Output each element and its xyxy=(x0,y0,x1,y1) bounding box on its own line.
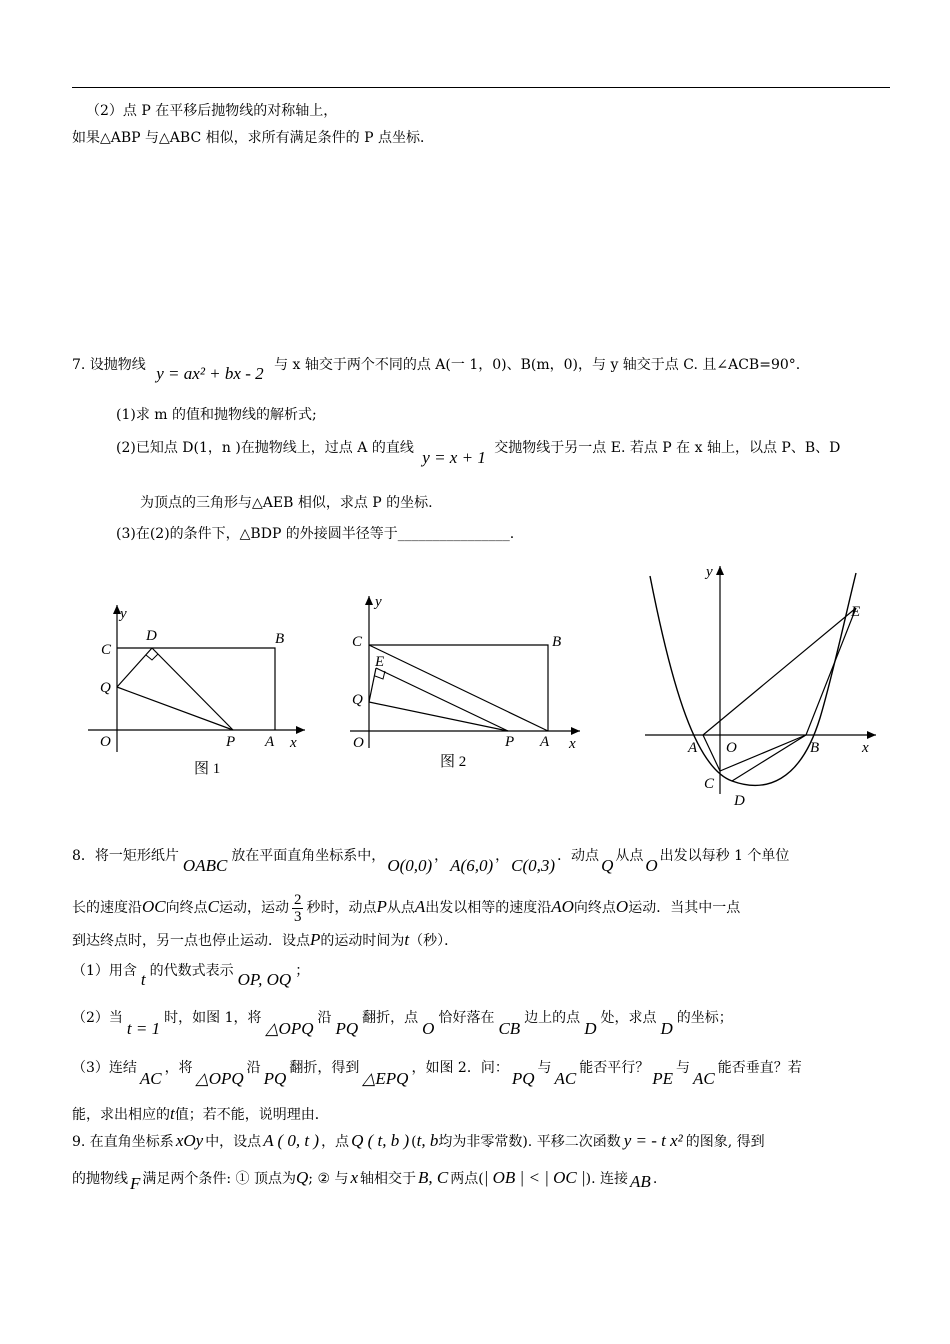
fig3-label-O: O xyxy=(726,740,737,756)
q7-part2: (2)已知点 D(1，n )在抛物线上，过点 A 的直线 y = x + 1 交抛物线于另一点 E. 若点 P 在 x 轴上，以点 P、B、D xyxy=(116,440,841,467)
fig1-segment-QP xyxy=(117,687,233,730)
q8-line1: 8．将一矩形纸片 OABC 放在平面直角坐标系中， O(0,0) ， A(6,0) ， C(0,3) ．动点 Q 从点 O 出发以每秒 1 个单位 xyxy=(72,848,790,875)
fig3-label-A: A xyxy=(688,740,698,756)
fig2-label-Q: Q xyxy=(352,692,363,708)
fig2-label-O: O xyxy=(353,735,364,751)
fig2-segment-QP xyxy=(369,702,508,731)
fig3-x-arrow xyxy=(867,731,876,739)
fig3-y-arrow xyxy=(716,566,724,575)
fig2-y-arrow xyxy=(365,596,373,605)
q6-part2-line1: （2）点 P 在平移后抛物线的对称轴上， xyxy=(86,103,338,119)
fig2-x-arrow xyxy=(571,727,580,735)
q8-line2: 长的速度沿OC向终点C运动，运动 $\frac{2}{3}$ 秒时，动点P从点A出发以相等的速度沿AO向终点O运动．当其中一点 xyxy=(72,891,741,925)
fig1-label-C: C xyxy=(101,642,112,658)
fig2-label-B: B xyxy=(552,634,562,650)
fig3-label-C: C xyxy=(704,776,715,792)
figure-3 xyxy=(640,558,885,818)
q6-part2-line2: 如果△ABP 与△ABC 相似，求所有满足条件的 P 点坐标． xyxy=(72,130,434,146)
fig1-label-x: x xyxy=(290,735,297,751)
fig2-segment-QE xyxy=(369,668,376,702)
fig3-segment-DB xyxy=(732,735,806,781)
fig1-segment-DP xyxy=(152,648,233,730)
q7-part1: (1)求 m 的值和抛物线的解析式; xyxy=(116,407,317,423)
fig1-label-O: O xyxy=(100,734,111,750)
q7-part3: (3)在(2)的条件下，△BDP 的外接圆半径等于________________. xyxy=(116,526,515,542)
fig1-label-y: y xyxy=(120,606,127,622)
fig1-segment-QD xyxy=(117,648,152,687)
fig2-label-E: E xyxy=(375,654,385,670)
fig2-caption: 图 2 xyxy=(440,754,467,770)
fig1-caption: 图 1 xyxy=(194,761,221,777)
fig2-diagonal-CA xyxy=(369,645,548,731)
q8-fraction-two-thirds: $\frac{2}{3}$ xyxy=(293,891,302,925)
q8-part3-cont: 能，求出相应的t值；若不能，说明理由． xyxy=(72,1104,329,1123)
fig1-label-B: B xyxy=(275,631,285,647)
figure-2 xyxy=(345,590,590,775)
fig1-label-A: A xyxy=(265,734,275,750)
fig3-segment-BE xyxy=(806,608,856,735)
fig3-parabola xyxy=(650,573,856,785)
figure-1 xyxy=(80,600,310,780)
fig1-label-Q: Q xyxy=(100,680,111,696)
q7-intro: 7. 设抛物线 y = ax² + bx - 2 与 x 轴交于两个不同的点 A(一 1，0)、B(m，0)，与 y 轴交于点 C. 且∠ACB=90°. xyxy=(72,357,801,383)
q7-line-equation: y = x + 1 xyxy=(422,448,486,467)
q8-part2: （2）当t = 1时，如图 1，将△OPQ沿PQ翻折，点O恰好落在CB边上的点D处，求点D的坐标； xyxy=(72,1010,733,1038)
fig1-label-P: P xyxy=(226,734,236,750)
fig1-label-D: D xyxy=(146,628,157,644)
fig3-label-B: B xyxy=(810,740,820,756)
q7-part2-cont: 为顶点的三角形与△AEB 相似，求点 P 的坐标. xyxy=(140,495,433,511)
q9-line2: 的抛物线 F 满足两个条件: ① 顶点为Q; ② 与 x 轴相交于 B, C 两点(| OB | < | OC |). 连接 AB . xyxy=(72,1168,658,1193)
fig3-label-y: y xyxy=(706,564,713,580)
q7-parabola-equation: y = ax² + bx - 2 xyxy=(156,364,264,383)
fig2-label-A: A xyxy=(540,734,550,750)
header-rule xyxy=(72,87,890,88)
q8-line3: 到达终点时，另一点也停止运动．设点P的运动时间为t（秒）． xyxy=(72,930,459,949)
fig2-label-x: x xyxy=(569,736,576,752)
q8-part1: （1）用含 t 的代数式表示 OP, OQ ； xyxy=(72,963,310,989)
fig1-right-angle-mark xyxy=(146,654,158,660)
fig3-label-x: x xyxy=(862,740,869,756)
q9-line1: 9. 在直角坐标系 xOy 中，设点 A ( 0, t ) ，点 Q ( t, b ) (t, b均为非零常数). 平移二次函数 y = - t x² 的图象, 得到 xyxy=(72,1131,765,1150)
fig2-label-C: C xyxy=(352,634,363,650)
fig2-label-y: y xyxy=(375,594,382,610)
fig1-x-arrow xyxy=(296,726,305,734)
fig3-label-D: D xyxy=(734,793,745,809)
q8-part3: （3）连结AC，将△OPQ沿PQ翻折，得到△EPQ，如图 2．问：PQ与AC能否平行？PE与AC能否垂直？若 xyxy=(72,1060,802,1088)
fig3-label-E: E xyxy=(851,604,861,620)
fig2-label-P: P xyxy=(505,734,515,750)
fig2-segment-EP xyxy=(376,668,508,731)
